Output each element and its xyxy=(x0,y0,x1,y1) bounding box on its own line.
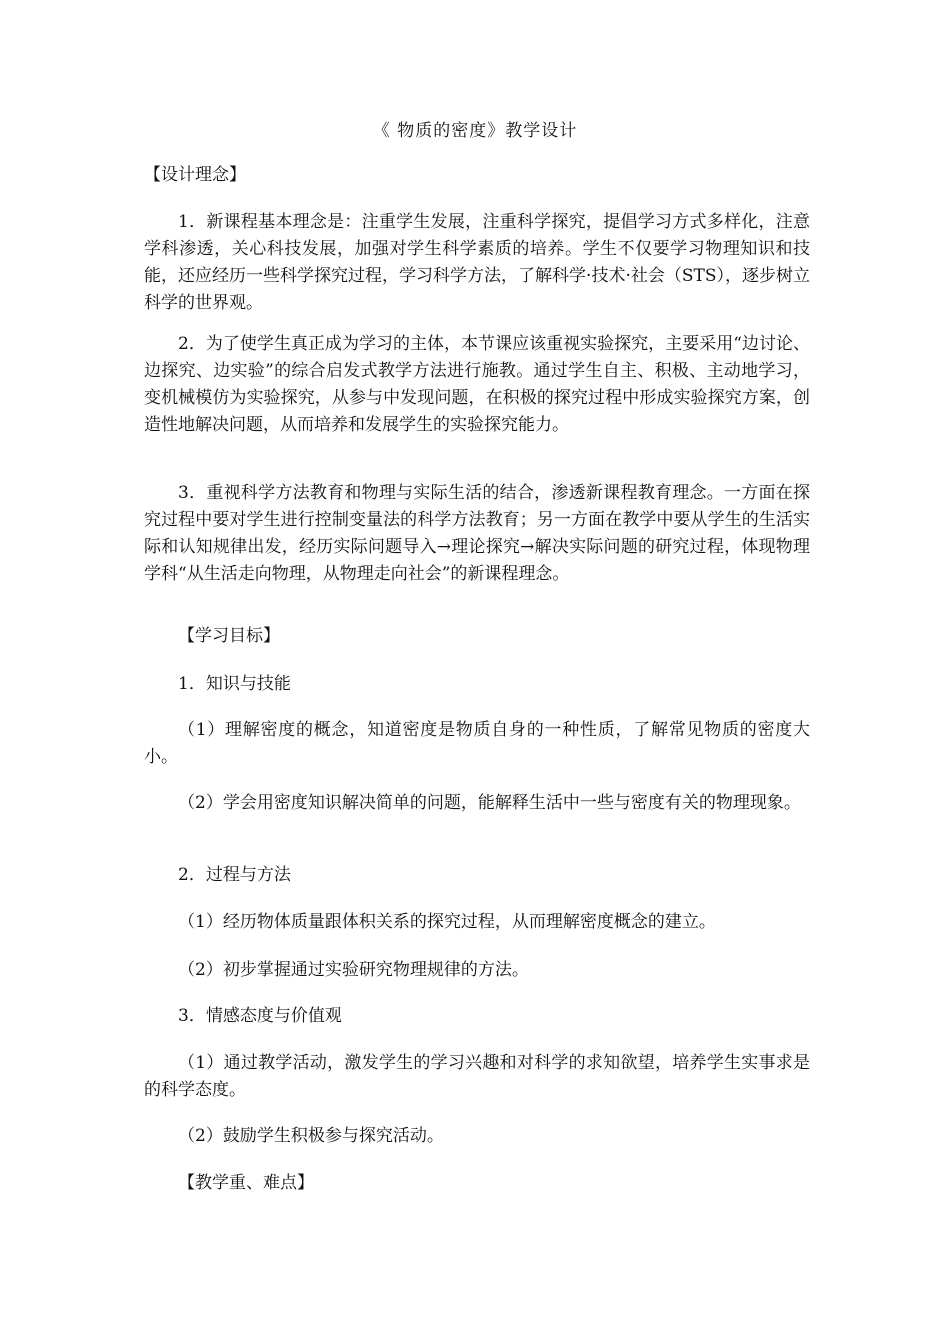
process-item-1: （1）经历物体质量跟体积关系的探究过程，从而理解密度概念的建立。 xyxy=(178,912,716,932)
design-concept-paragraph-3: 3．重视科学方法教育和物理与实际生活的结合，渗透新课程教育理念。一方面在探究过程中要对学生进行控制变量法的科学方法教育；另一方面在教学中要从学生的生活实际和认知规律出发，经历实际问题导入→理论探究→解决实际问题的研究过程，体现物理学科“从生活走向物理，从物理走向社会”的新课程理念。 xyxy=(144,483,810,584)
process-item-2: （2）初步掌握通过实验研究物理规律的方法。 xyxy=(178,960,529,980)
attitude-values-heading: 3．情感态度与价值观 xyxy=(178,1006,342,1026)
knowledge-item-1: （1）理解密度的概念，知道密度是物质自身的一种性质，了解常见物质的密度大小。 xyxy=(144,720,810,767)
design-concept-paragraph-2: 2．为了使学生真正成为学习的主体，本节课应该重视实验探究，主要采用“边讨论、边探究、边实验”的综合启发式教学方法进行施教。通过学生自主、积极、主动地学习，变机械模仿为实验探究，从参与中发现问题，在积极的探究过程中形成实验探究方案，创造性地解决问题，从而培养和发展学生的实验探究能力。 xyxy=(144,334,810,435)
attitude-item-1: （1）通过教学活动，激发学生的学习兴趣和对科学的求知欲望，培养学生实事求是的科学态度。 xyxy=(144,1053,810,1100)
document-title: 《 物质的密度》教学设计 xyxy=(372,121,578,141)
process-method-heading: 2．过程与方法 xyxy=(178,865,291,885)
design-concept-heading: 【设计理念】 xyxy=(144,165,246,185)
learning-goals-heading: 【学习目标】 xyxy=(178,626,280,646)
design-concept-paragraph-1: 1．新课程基本理念是：注重学生发展，注重科学探究，提倡学习方式多样化，注意学科渗透，关心科技发展，加强对学生科学素质的培养。学生不仅要学习物理知识和技能，还应经历一些科学探究过程，学习科学方法，了解科学·技术·社会（STS），逐步树立科学的世界观。 xyxy=(144,212,810,313)
knowledge-skills-heading: 1．知识与技能 xyxy=(178,674,291,694)
key-points-heading: 【教学重、难点】 xyxy=(178,1173,314,1193)
knowledge-item-2: （2）学会用密度知识解决简单的问题，能解释生活中一些与密度有关的物理现象。 xyxy=(178,793,801,813)
attitude-item-2: （2）鼓励学生积极参与探究活动。 xyxy=(178,1126,444,1146)
